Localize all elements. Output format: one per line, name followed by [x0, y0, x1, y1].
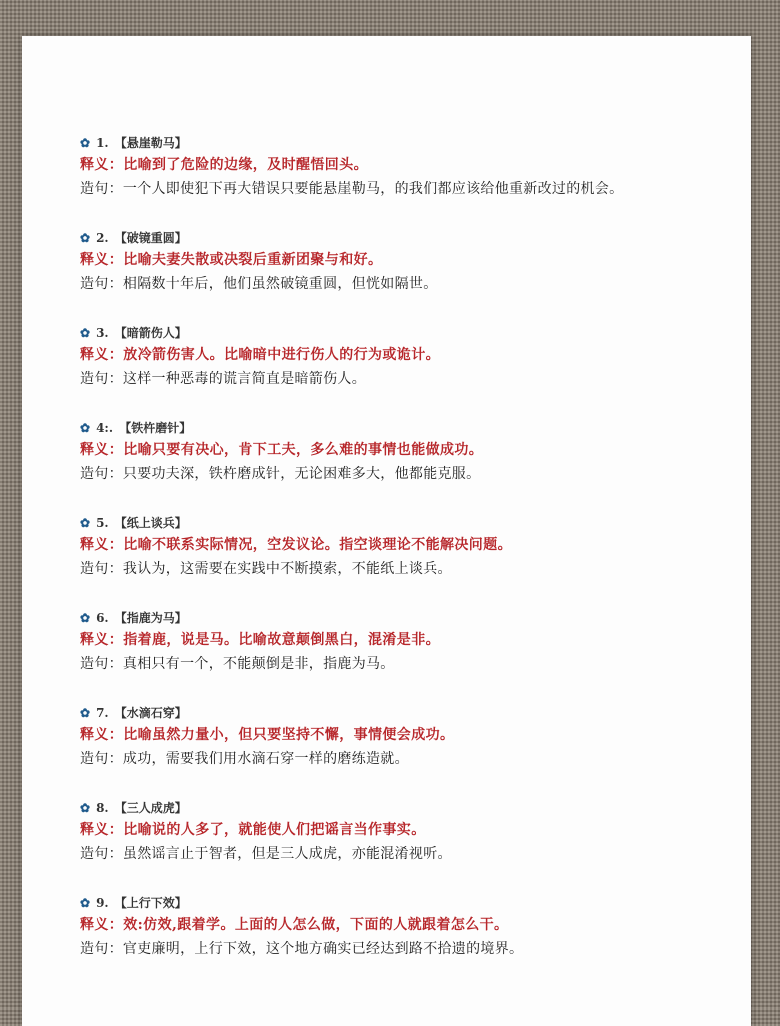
idiom-heading: ✿ 6. 【指鹿为马】 — [80, 611, 187, 625]
idiom-entry — [80, 798, 740, 866]
idiom-heading: ✿ 3. 【暗箭伤人】 — [80, 326, 187, 340]
meaning-line: 释义：放冷箭伤害人。比喻暗中进行伤人的行为或诡计。 — [80, 347, 441, 363]
idiom-title: 【悬崖勒马】 — [114, 136, 187, 150]
idiom-heading: ✿ 9. 【上行下效】 — [80, 896, 187, 910]
idiom-title: 【三人成虎】 — [114, 801, 187, 815]
idiom-entry — [80, 418, 740, 486]
idiom-entry — [80, 608, 740, 676]
meaning-line: 释义：比喻只要有决心，肯下工夫，多么难的事情也能做成功。 — [80, 442, 484, 458]
flower-icon: ✿ — [80, 231, 91, 245]
idiom-entry — [80, 513, 740, 581]
example-line: 造句：虽然谣言止于智者，但是三人成虎，亦能混淆视听。 — [80, 846, 452, 862]
flower-icon: ✿ — [80, 801, 91, 815]
flower-icon: ✿ — [80, 706, 91, 720]
idiom-entry — [80, 703, 740, 771]
idiom-entry — [80, 133, 740, 201]
meaning-line: 释义：比喻虽然力量小，但只要坚持不懈，事情便会成功。 — [80, 727, 455, 743]
example-line: 造句：我认为，这需要在实践中不断摸索，不能纸上谈兵。 — [80, 561, 452, 577]
idiom-entry — [80, 323, 740, 391]
meaning-line: 释义：比喻夫妻失散或决裂后重新团聚与和好。 — [80, 252, 383, 268]
example-line: 造句：这样一种恶毒的谎言简直是暗箭伤人。 — [80, 371, 367, 387]
example-line: 造句：真相只有一个，不能颠倒是非，指鹿为马。 — [80, 656, 395, 672]
document-page — [22, 36, 751, 1026]
flower-icon: ✿ — [80, 136, 91, 150]
idiom-title: 【纸上谈兵】 — [114, 516, 187, 530]
idiom-heading: ✿ 8. 【三人成虎】 — [80, 801, 187, 815]
example-line: 造句：一个人即使犯下再大错误只要能悬崖勒马，的我们都应该给他重新改过的机会。 — [80, 181, 624, 197]
flower-icon: ✿ — [80, 516, 91, 530]
idiom-heading: ✿ 1. 【悬崖勒马】 — [80, 136, 187, 150]
flower-icon: ✿ — [80, 421, 91, 435]
idiom-heading: ✿ 2. 【破镜重圆】 — [80, 231, 187, 245]
flower-icon: ✿ — [80, 611, 91, 625]
idiom-title: 【暗箭伤人】 — [114, 326, 187, 340]
example-line: 造句：成功，需要我们用水滴石穿一样的磨练造就。 — [80, 751, 409, 767]
meaning-line: 释义：比喻不联系实际情况，空发议论。指空谈理论不能解决问题。 — [80, 537, 513, 553]
flower-icon: ✿ — [80, 326, 91, 340]
idiom-title: 【上行下效】 — [114, 896, 187, 910]
idiom-title: 【水滴石穿】 — [114, 706, 187, 720]
example-line: 造句：官吏廉明，上行下效，这个地方确实已经达到路不拾遗的境界。 — [80, 941, 524, 957]
meaning-line: 释义：指着鹿，说是马。比喻故意颠倒黑白，混淆是非。 — [80, 632, 441, 648]
idiom-title: 【铁杵磨针】 — [119, 421, 192, 435]
example-line: 造句：相隔数十年后，他们虽然破镜重圆，但恍如隔世。 — [80, 276, 438, 292]
example-line: 造句：只要功夫深，铁杵磨成针，无论困难多大，他都能克服。 — [80, 466, 481, 482]
meaning-line: 释义：比喻到了危险的边缘，及时醒悟回头。 — [80, 157, 369, 173]
meaning-line: 释义：比喻说的人多了，就能使人们把谣言当作事实。 — [80, 822, 426, 838]
flower-icon: ✿ — [80, 896, 91, 910]
idiom-title: 【破镜重圆】 — [114, 231, 187, 245]
idiom-heading: ✿ 7. 【水滴石穿】 — [80, 706, 187, 720]
idiom-entry — [80, 893, 740, 961]
idiom-title: 【指鹿为马】 — [114, 611, 187, 625]
meaning-line: 释义：效:仿效,跟着学。上面的人怎么做，下面的人就跟着怎么干。 — [80, 917, 509, 933]
idiom-entry — [80, 228, 740, 296]
idiom-heading: ✿ 4:. 【铁杵磨针】 — [80, 421, 192, 435]
idiom-heading: ✿ 5. 【纸上谈兵】 — [80, 516, 187, 530]
